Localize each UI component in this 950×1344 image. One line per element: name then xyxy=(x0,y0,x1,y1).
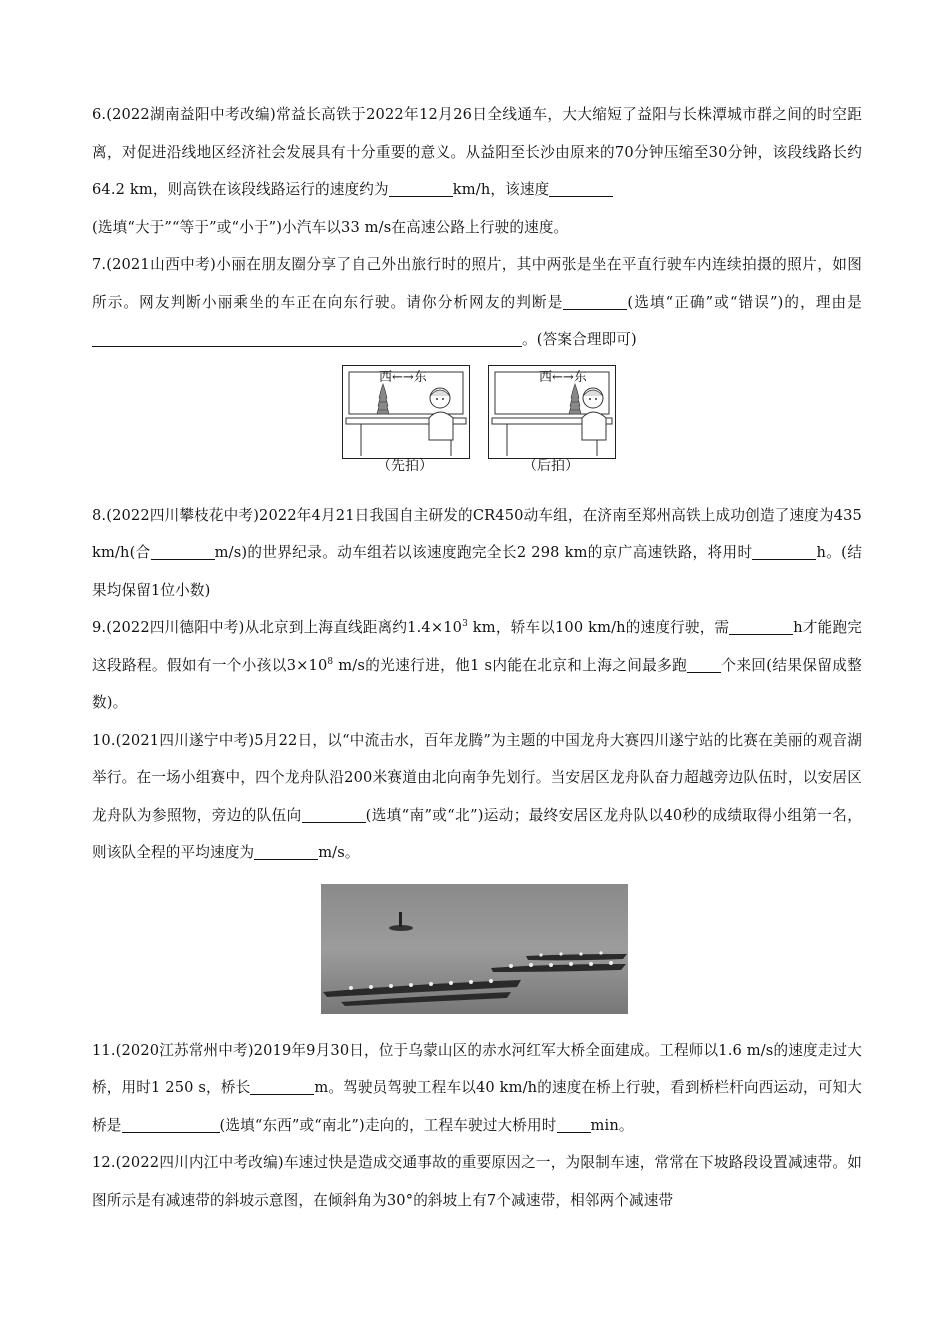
answer-blank[interactable] xyxy=(302,807,366,823)
dragon-boat-race-image xyxy=(321,884,628,1014)
question-9: 9.(2022四川德阳中考)从北京到上海直线距离约$1.4\times 10^3$ km，轿车以100 km/h的速度行驶，需 h才能跑完这段路程。假如有一个小孩以$3\times 10^8$ m/s的光速行进，他1 s内能在北京和上海之间最多跑 个来回(结果保留成整数)。 xyxy=(92,619,862,711)
answer-blank[interactable] xyxy=(752,544,816,560)
question-10: 10.(2021四川遂宁中考)5月22日，以“中流击水，百年龙腾”为主题的中国龙舟大赛四川遂宁站的比赛在美丽的观音湖举行。在一场小组赛中，四个龙舟队沿200米赛道由北向南争先划行。当安居区龙舟队奋力超越旁边队伍时，以安居区龙舟队为参照物，旁边的队伍向 (选填“南”或“北”)运动；最终安居区龙舟队以40秒的成绩取得小组第一名，则该队全程的平均速度为 m/s。 xyxy=(92,731,862,861)
pagoda-icon xyxy=(569,384,581,414)
photo-second xyxy=(488,365,616,459)
q7-figure xyxy=(92,359,862,497)
answer-blank[interactable] xyxy=(563,294,627,310)
direction-label: 西←→东 xyxy=(379,369,427,385)
answer-blank[interactable] xyxy=(389,181,453,197)
answer-blank[interactable] xyxy=(122,1117,220,1133)
q10-figure xyxy=(92,872,862,1032)
question-12: 12.(2022四川内江中考改编)车速过快是造成交通事故的重要原因之一，为限制车速，常常在下坡路段设置减速带。如图所示是有减速带的斜坡示意图，在倾斜角为30°的斜坡上有7个减速带，相邻两个减速带 xyxy=(92,1154,862,1209)
question-7: 7.(2021山西中考)小丽在朋友圈分享了自己外出旅行时的照片，其中两张是坐在平直行驶车内连续拍摄的照片，如图所示。网友判断小丽乘坐的车正在向东行驶。请你分析网友的判断是 (选填“正确”或“错误”)的，理由是。(答案合理即可) xyxy=(92,256,862,348)
question-8: 8.(2022四川攀枝花中考)2022年4月21日我国自主研发的CR450动车组，在济南至郑州高铁上成功创造了速度为435 km/h(合 m/s)的世界纪录。动车组若以该速度跑完全长2 298 km的京广高速铁路，将用时 h。(结果均保留1位小数) xyxy=(92,506,862,599)
question-11: 11.(2020江苏常州中考)2019年9月30日，位于乌蒙山区的赤水河红军大桥全面建成。工程师以1.6 m/s的速度走过大桥，用时1 250 s，桥长 m。驾驶员驾驶工程车以40 km/h的速度在桥上行驶，看到桥栏杆向西运动，可知大桥是 (选填“东西”或“南北”)走向的，工程车驶过大桥用时 min。 xyxy=(92,1041,862,1134)
worksheet-page xyxy=(92,96,862,1219)
photo-first xyxy=(342,365,470,459)
answer-blank[interactable] xyxy=(92,331,522,347)
question-6: 6.(2022湖南益阳中考改编)常益长高铁于2022年12月26日全线通车，大大缩短了益阳与长株潭城市群之间的时空距离，对促进沿线地区经济社会发展具有十分重要的意义。从益阳至长沙由原来的70分钟压缩至30分钟，该段线路长约64.2 km，则高铁在该段线路运行的速度约为 km/h，该速度 (选填“大于”“等于”或“小于”)小汽车以33 m/s在高速公路上行驶的速度。 xyxy=(92,106,862,236)
answer-blank[interactable] xyxy=(151,544,215,560)
answer-blank[interactable] xyxy=(687,657,721,673)
answer-blank[interactable] xyxy=(729,619,793,635)
dragon-boat-photo xyxy=(321,884,628,1014)
caption-second: （后拍） xyxy=(523,457,579,474)
answer-blank[interactable] xyxy=(254,844,318,860)
answer-blank[interactable] xyxy=(557,1117,591,1133)
caption-first: （先拍） xyxy=(377,457,433,474)
answer-blank[interactable] xyxy=(549,181,613,197)
direction-label: 西←→东 xyxy=(539,369,587,385)
pagoda-icon xyxy=(377,384,389,414)
answer-blank[interactable] xyxy=(250,1079,314,1095)
